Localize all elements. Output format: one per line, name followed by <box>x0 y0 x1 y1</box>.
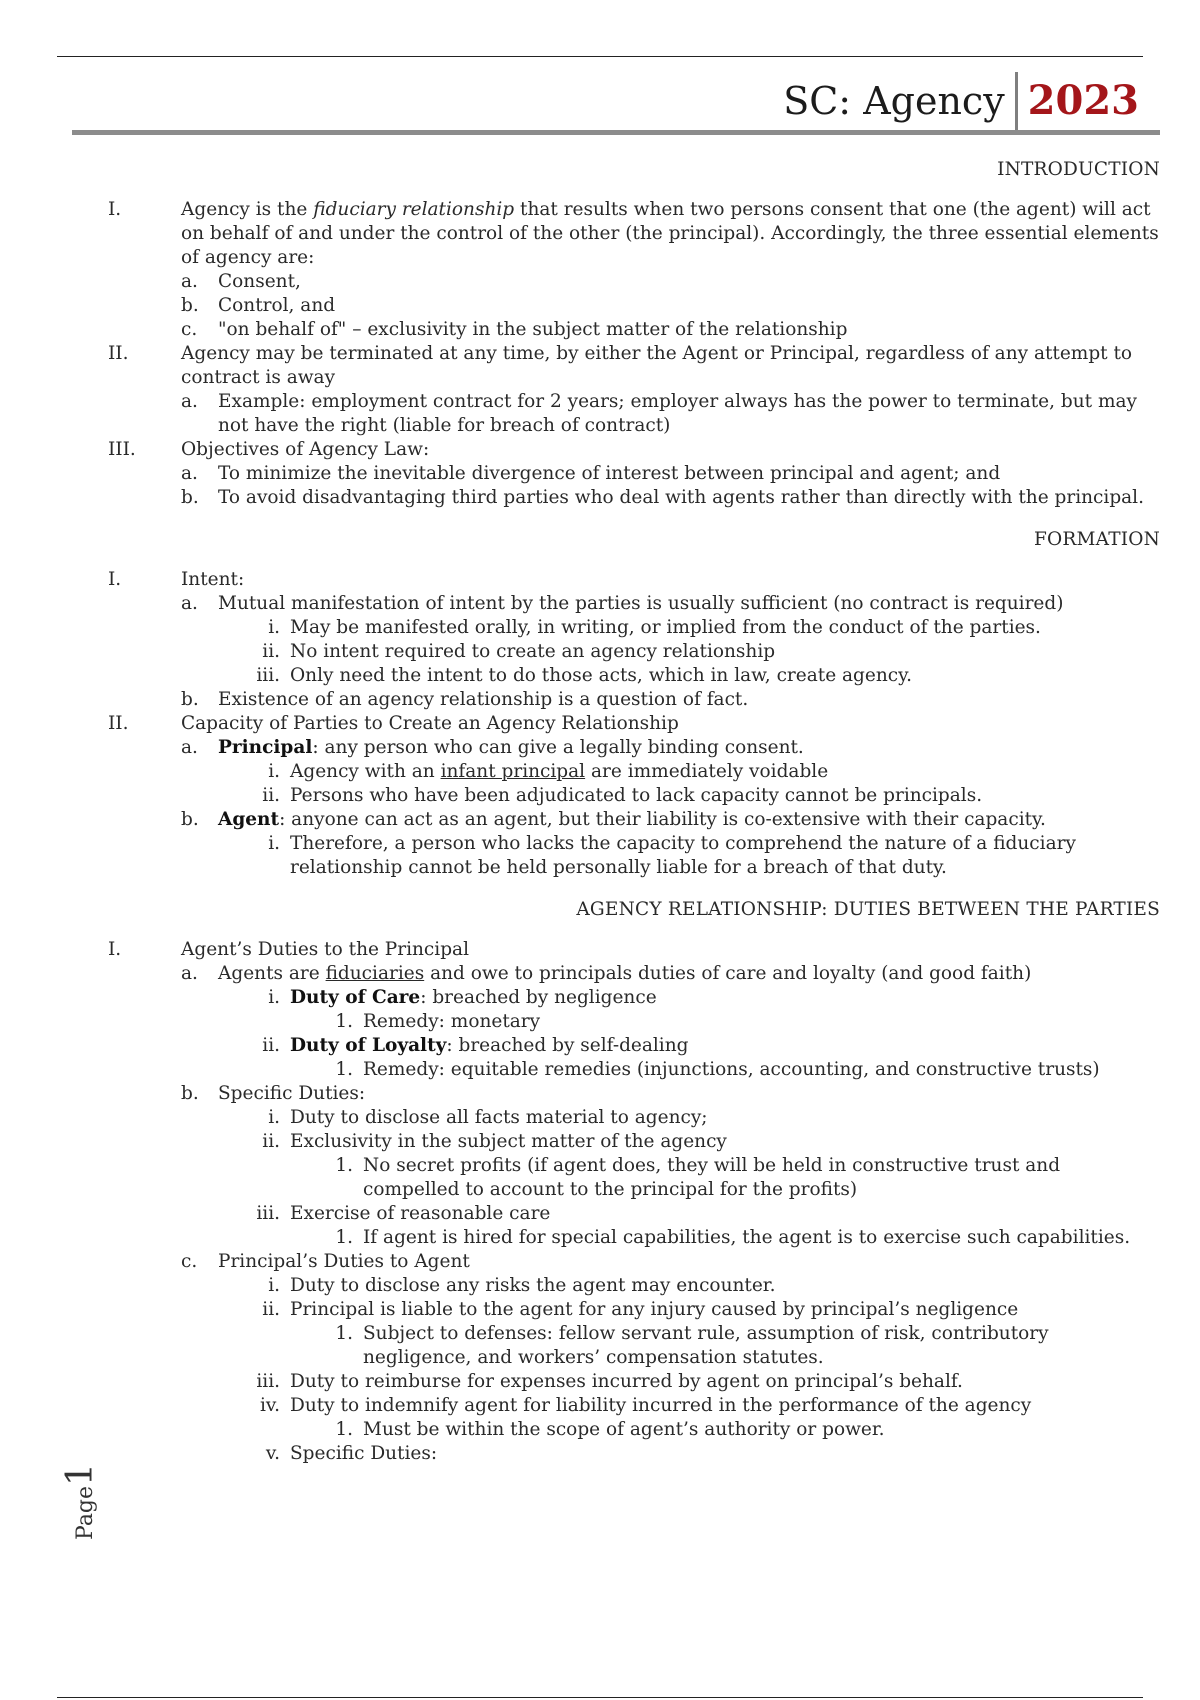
item-number: a. <box>181 737 198 758</box>
item-number: 1. <box>335 1011 353 1032</box>
outline-item <box>0 1418 1200 1442</box>
item-bold-term: Duty of Care <box>290 987 421 1008</box>
item-text: Agency is the <box>181 199 314 220</box>
item-number: b. <box>181 1083 199 1104</box>
item-text: Subject to defenses: fellow servant rule, assumption of risk, contributory negligence, and workers’ compensation statutes. <box>363 1323 1049 1368</box>
outline-item <box>0 1154 1200 1202</box>
item-number: 1. <box>335 1059 353 1080</box>
item-number: iv. <box>259 1395 280 1416</box>
item-text: Therefore, a person who lacks the capacity to comprehend the nature of a fiduciary relationship cannot be held personally liable for a breach of that duty. <box>290 833 1076 878</box>
item-text: Intent: <box>181 569 245 590</box>
document-year: 2023 <box>1027 77 1139 124</box>
item-text: To avoid disadvantaging third parties who deal with agents rather than directly with the principal. <box>218 487 1144 508</box>
outline-item <box>0 712 1200 736</box>
item-number: I. <box>108 569 122 590</box>
outline-item <box>0 1106 1200 1130</box>
outline-item <box>0 438 1200 462</box>
outline-item <box>0 688 1200 712</box>
outline-item <box>0 1010 1200 1034</box>
item-number: b. <box>181 689 199 710</box>
outline-item <box>0 462 1200 486</box>
section-heading-duties: AGENCY RELATIONSHIP: DUTIES BETWEEN THE PARTIES <box>576 899 1160 920</box>
item-text: Exclusivity in the subject matter of the agency <box>290 1131 727 1152</box>
outline-item <box>0 342 1200 390</box>
outline-item <box>0 986 1200 1010</box>
item-text: Remedy: equitable remedies (injunctions, accounting, and constructive trusts) <box>363 1059 1100 1080</box>
item-number: iii. <box>256 1203 280 1224</box>
page-number: 1 <box>60 1463 101 1486</box>
item-underlined-term: infant principal <box>440 761 586 782</box>
item-bold-term: Principal <box>218 737 313 758</box>
item-number: 1. <box>335 1419 353 1440</box>
item-underlined-term: fiduciaries <box>325 963 425 984</box>
outline-item <box>0 1082 1200 1106</box>
item-number: i. <box>268 833 280 854</box>
item-text: To minimize the inevitable divergence of interest between principal and agent; and <box>218 463 1001 484</box>
outline-item <box>0 1250 1200 1274</box>
outline-item <box>0 1298 1200 1322</box>
item-text: Remedy: monetary <box>363 1011 541 1032</box>
outline-item <box>0 592 1200 616</box>
item-text: Principal’s Duties to Agent <box>218 1251 470 1272</box>
outline-item <box>0 736 1200 760</box>
item-number: i. <box>268 761 280 782</box>
item-text: Capacity of Parties to Create an Agency Relationship <box>181 713 679 734</box>
item-number: ii. <box>262 1299 280 1320</box>
outline-item <box>0 318 1200 342</box>
item-text: If agent is hired for special capabilities, the agent is to exercise such capabilities. <box>363 1227 1131 1248</box>
bottom-rule <box>57 1697 1143 1698</box>
outline-item <box>0 640 1200 664</box>
item-text: : anyone can act as an agent, but their liability is co-extensive with their capacity. <box>279 809 1046 830</box>
top-rule <box>57 56 1143 57</box>
item-number: I. <box>108 199 122 220</box>
item-number: a. <box>181 271 198 292</box>
outline-item <box>0 760 1200 784</box>
item-number: a. <box>181 593 198 614</box>
item-text: "on behalf of" – exclusivity in the subject matter of the relationship <box>218 319 848 340</box>
item-number: iii. <box>256 1371 280 1392</box>
item-number: ii. <box>262 785 280 806</box>
document-title: SC: Agency <box>783 79 1005 123</box>
item-number: iii. <box>256 665 280 686</box>
section-heading-formation: FORMATION <box>1033 529 1160 550</box>
item-number: II. <box>108 713 129 734</box>
item-text: Agency with an <box>290 761 441 782</box>
item-number: i. <box>268 987 280 1008</box>
item-text: Duty to disclose any risks the agent may encounter. <box>290 1275 776 1296</box>
item-number: i. <box>268 617 280 638</box>
item-text: Specific Duties: <box>290 1443 438 1464</box>
item-number: III. <box>108 439 136 460</box>
item-text: that results when two persons consent that one (the agent) will act on behalf of and under the control of the other (the principal). Accordingly, the three essential elements of agency are: <box>181 199 1159 268</box>
outline-item <box>0 1130 1200 1154</box>
item-emphasis: fiduciary relationship <box>313 199 515 220</box>
item-text: and owe to principals duties of care and loyalty (and good faith) <box>424 963 1032 984</box>
item-text: are immediately voidable <box>585 761 829 782</box>
outline-item <box>0 832 1200 880</box>
outline-item <box>0 198 1200 270</box>
item-text: Agents are <box>218 963 326 984</box>
outline-item <box>0 616 1200 640</box>
header-rule <box>72 130 1160 135</box>
item-text: Existence of an agency relationship is a question of fact. <box>218 689 749 710</box>
item-number: i. <box>268 1107 280 1128</box>
item-number: 1. <box>335 1227 353 1248</box>
outline-item <box>0 938 1200 962</box>
item-number: ii. <box>262 1131 280 1152</box>
item-number: b. <box>181 487 199 508</box>
outline-item <box>0 486 1200 510</box>
document-header <box>783 72 1139 134</box>
item-number: v. <box>265 1443 280 1464</box>
outline-item <box>0 294 1200 318</box>
outline-item <box>0 1394 1200 1418</box>
item-text: Example: employment contract for 2 years; employer always has the power to terminate, but may not have the right (liable for breach of contract) <box>218 391 1137 436</box>
item-text: Mutual manifestation of intent by the parties is usually sufficient (no contract is required) <box>218 593 1064 614</box>
outline-item <box>0 1322 1200 1370</box>
outline-item <box>0 390 1200 438</box>
item-text: Duty to indemnify agent for liability incurred in the performance of the agency <box>290 1395 1032 1416</box>
item-text: : breached by self-dealing <box>446 1035 689 1056</box>
item-number: 1. <box>335 1155 353 1176</box>
item-text: Principal is liable to the agent for any injury caused by principal’s negligence <box>290 1299 1019 1320</box>
item-text: : any person who can give a legally binding consent. <box>312 737 804 758</box>
item-text: Agent’s Duties to the Principal <box>181 939 469 960</box>
item-number: c. <box>181 1251 198 1272</box>
item-number: I. <box>108 939 122 960</box>
item-bold-term: Agent <box>218 809 280 830</box>
outline-item <box>0 962 1200 986</box>
item-number: b. <box>181 295 199 316</box>
item-text: Duty to reimburse for expenses incurred by agent on principal’s behalf. <box>290 1371 963 1392</box>
item-number: 1. <box>335 1323 353 1344</box>
item-number: II. <box>108 343 129 364</box>
item-number: c. <box>181 319 198 340</box>
item-text: Only need the intent to do those acts, which in law, create agency. <box>290 665 912 686</box>
item-bold-term: Duty of Loyalty <box>290 1035 447 1056</box>
outline-item <box>0 664 1200 688</box>
item-text: Must be within the scope of agent’s authority or power. <box>363 1419 885 1440</box>
page-label: Page <box>73 1485 98 1540</box>
item-text: May be manifested orally, in writing, or implied from the conduct of the parties. <box>290 617 1041 638</box>
item-number: b. <box>181 809 199 830</box>
item-text: Consent, <box>218 271 301 292</box>
outline-item <box>0 784 1200 808</box>
item-number: ii. <box>262 641 280 662</box>
document-body <box>0 158 1200 1466</box>
item-number: i. <box>268 1275 280 1296</box>
outline-item <box>0 1202 1200 1226</box>
outline-item <box>0 1370 1200 1394</box>
item-number: a. <box>181 463 198 484</box>
item-text: Duty to disclose all facts material to agency; <box>290 1107 708 1128</box>
outline-item <box>0 270 1200 294</box>
item-number: a. <box>181 963 198 984</box>
item-text: No intent required to create an agency relationship <box>290 641 776 662</box>
outline-item <box>0 568 1200 592</box>
item-text: No secret profits (if agent does, they will be held in constructive trust and compelled to account to the principal for the profits) <box>363 1155 1061 1200</box>
outline-item <box>0 1442 1200 1466</box>
outline-item <box>0 1274 1200 1298</box>
outline-item <box>0 1058 1200 1082</box>
outline-item <box>0 808 1200 832</box>
outline-item <box>0 1226 1200 1250</box>
item-number: ii. <box>262 1035 280 1056</box>
item-number: a. <box>181 391 198 412</box>
item-text: Agency may be terminated at any time, by either the Agent or Principal, regardless of any attempt to contract is away <box>181 343 1133 388</box>
outline-item <box>0 1034 1200 1058</box>
item-text: Persons who have been adjudicated to lack capacity cannot be principals. <box>290 785 983 806</box>
item-text: Exercise of reasonable care <box>290 1203 551 1224</box>
item-text: Objectives of Agency Law: <box>181 439 430 460</box>
item-text: Control, and <box>218 295 336 316</box>
section-heading-introduction: INTRODUCTION <box>997 159 1160 180</box>
item-text: : breached by negligence <box>420 987 657 1008</box>
item-text: Specific Duties: <box>218 1083 366 1104</box>
